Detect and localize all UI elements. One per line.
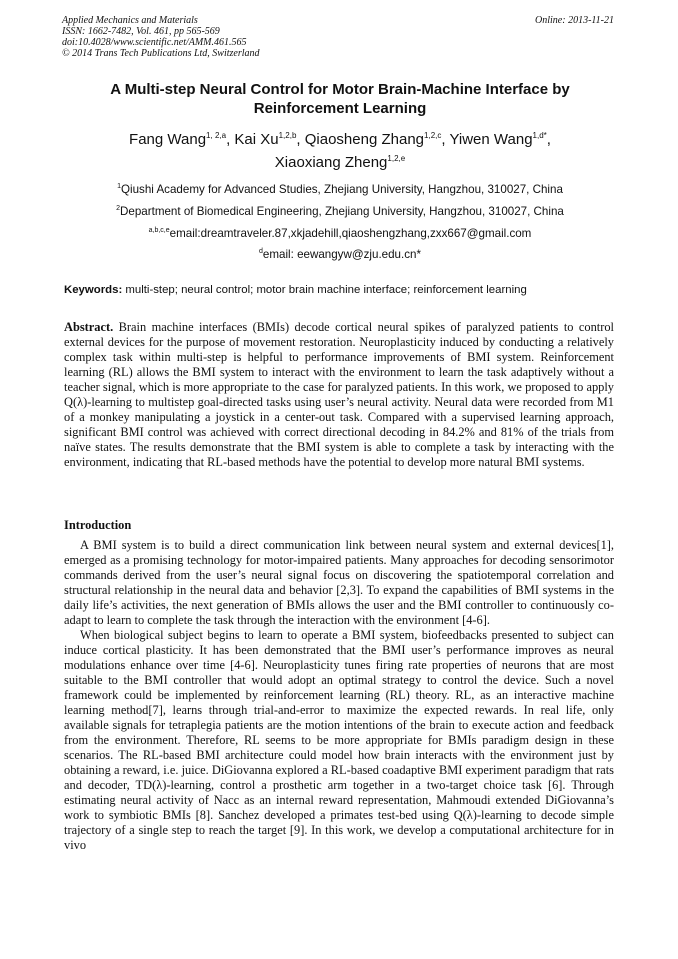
email-sup: a,b,c,e [148,227,170,234]
author-name: Kai Xu [234,131,279,148]
affiliation-sup: 2 [116,205,121,212]
affiliation-text: Department of Biomedical Engineering, Zhejiang University, Hangzhou, 310027, China [120,205,564,218]
title-line-1: A Multi-step Neural Control for Motor Brain-Machine Interface by [110,81,570,98]
author-affil-sup: 1, 2,a [206,131,227,140]
abstract-paragraph [64,320,614,470]
email-line-2 [60,248,620,262]
intro-paragraph-1: A BMI system is to build a direct communication link between neural system and external devices[1], emerged as a promising technology for motor-impaired patients. Many approaches for decoding sensorimotor commands derived from the user’s neural signal focus on discovering the spatiotemporal correlation and structural relationship in the neural data and behavior [2,3]. To expand the capabilities of BMI systems in the daily life’s activities, the next generation of BMIs allows the user and the BMI controller to continuously co-adapt to learn to complete the task through the interaction with the environment [4-6]. [64,538,614,627]
author-name: Yiwen Wang [449,131,533,148]
affiliation-text: Qiushi Academy for Advanced Studies, Zhejiang University, Hangzhou, 310027, China [121,183,563,196]
online-date: Online: 2013-11-21 [535,15,614,26]
email-line-1 [60,227,620,241]
abstract-text: Brain machine interfaces (BMIs) decode cortical neural spikes of paralyzed patients to control external devices for the purpose of movement restoration. Neuroplasticity induced by conducting a relatively complex task within multi-step is helpful to performance improvements of BMI system. Reinforcement learning (RL) allows the BMI system to interact with the environment to learn the task adaptively without a teacher signal, which is more appropriate to the case for paralyzed patients. In this work, we proposed to apply Q(λ)-learning to multistep goal-directed tasks using user’s neural activity. Neural data were recorded from M1 of a monkey manipulating a joystick in a center-out task. Compared with a supervised learning approach, significant BMI control was achieved with correct directional decoding in 84.2% and 81% of the trials from naïve states. The results demonstrate that the BMI system is able to complete a task by interacting with the environment, indicating that RL-based methods have the potential to develop more natural BMI systems. [64,320,614,469]
author-affil-sup: 1,2,e [387,154,406,163]
author-affil-sup: 1,2,c [424,131,442,140]
title-line-2: Reinforcement Learning [253,100,427,117]
keywords [64,283,624,297]
author-affil-sup: 1,d* [532,131,547,140]
journal-name: Applied Mechanics and Materials [62,15,198,26]
keywords-text: multi-step; neural control; motor brain machine interface; reinforcement learning [122,284,527,296]
author-list: Fang Wang$^{1, 2,a}$, Kai Xu$^{1,2,b}$, Qiaosheng Zhang$^{1,2,c}$, Yiwen Wang$^{1,d*}$, Xiaoxiang Zheng$^{1,2,e}$ [129,131,551,171]
author-name: Xiaoxiang Zheng [274,154,388,171]
author-affil-sup: 1,2,b [278,131,297,140]
email-sup: d [259,248,263,255]
journal-header [62,15,260,59]
abstract-label: Abstract. [64,320,114,334]
copyright-line: © 2014 Trans Tech Publications Ltd, Switzerland [62,48,260,59]
section-heading-introduction: Introduction [64,518,132,532]
affiliation-1 [60,183,620,197]
email-text: email:dreamtraveler.87,xkjadehill,qiaoshengzhang,zxx667@gmail.com [169,227,532,240]
introduction-body [64,538,614,853]
keywords-label: Keywords: [64,284,123,296]
affiliation-sup: 1 [117,183,121,190]
issn-line: ISSN: 1662-7482, Vol. 461, pp 565-569 [62,26,220,37]
abstract [64,320,614,470]
intro-paragraph-2: When biological subject begins to learn to operate a BMI system, biofeedbacks presented to subject can induce cortical plasticity. It has been demonstrated that the BMI user’s performance improves as neural modulations enhance over time [4-6]. Neuroplasticity tunes firing rate properties of neurons that are most suitable to the BMI controller that would adopt an optimal strategy to control the device. Such a novel framework could be implemented by reinforcement learning (RL) theory. RL, as an interactive machine learning method[7], learns through trial-and-error to maximize the expected rewards. In real life, only available signals for tetraplegia patients are the motion intentions of the brain to execute action and feedback from the environment. Therefore, RL seems to be more appropriate for BMIs paradigm design in these scenarios. The RL-based BMI architecture could model how brain interacts with the environment just by obtaining a reward, i.e. juice. DiGiovanna explored a RL-based coadaptive BMI experiment paradigm that rats and decoder, TD(λ)-learning, control a prosthetic arm together in a two-target choice task [6]. Through estimating neural activity of Nacc as an internal reward representation, Mahmoudi extended DiGiovanna’s work to symbiotic BMIs [8]. Sanchez developed a primates test-bed using Q(λ)-learning to decode simple trajectory of a single step to reach the target [9]. In this work, we develop a computational architecture for in vivo [64,628,614,852]
paper-title [60,80,620,118]
affiliation-2 [60,205,620,219]
author-name: Qiaosheng Zhang [304,131,425,148]
email-text: email: eewangyw@zju.edu.cn* [262,248,421,261]
doi-line: doi:10.4028/www.scientific.net/AMM.461.565 [62,37,247,48]
author-name: Fang Wang [129,131,207,148]
